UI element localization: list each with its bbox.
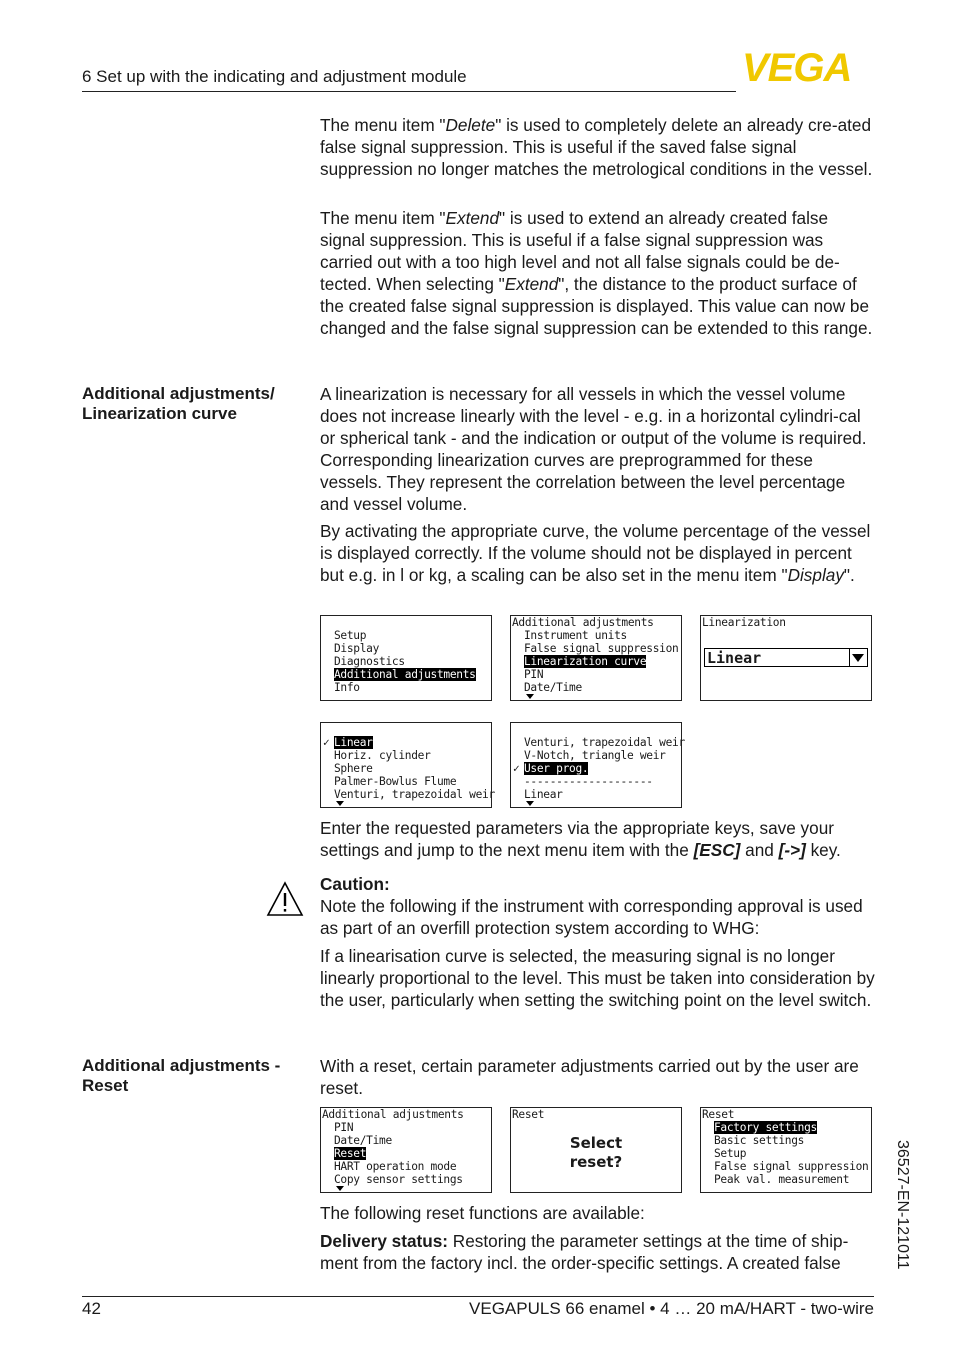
display-screen-additional-adjustments bbox=[510, 615, 682, 701]
paragraph-reset: With a reset, certain parameter adjustments carried out by the user are reset. bbox=[320, 1056, 859, 1098]
menu-item: Setup bbox=[334, 629, 367, 642]
checkmark-icon: ✓ bbox=[323, 736, 330, 749]
paragraph-activating: By activating the appropriate curve, the volume percentage of the vessel is displayed correctly. If the volume should not be displayed in percent but e.g. in l or kg, a scaling can be also set in the menu item "Display". bbox=[320, 521, 871, 585]
checkmark-icon: ✓ bbox=[513, 762, 520, 775]
display-screen-curve-list-2 bbox=[510, 722, 685, 808]
display-screen-linearization bbox=[700, 615, 872, 701]
page-number: 42 bbox=[82, 1299, 101, 1318]
menu-item: Sphere bbox=[334, 762, 373, 775]
paragraph-delivery-status: Delivery status: Restoring the parameter settings at the time of ship-ment from the factory incl. the order-specific settings. A created false bbox=[320, 1231, 849, 1273]
caution-text-2: If a linearisation curve is selected, the measuring signal is no longer linearly proportional to the level. This must be taken into consideration by the user, particularly when setting the switching point on the level switch. bbox=[320, 946, 875, 1010]
menu-item: Diagnostics bbox=[334, 655, 405, 668]
menu-item-selected: Linear bbox=[334, 736, 373, 749]
footer-divider bbox=[82, 1296, 874, 1297]
reset-heading: Additional adjustments - Reset bbox=[82, 1056, 281, 1095]
menu-item: Setup bbox=[714, 1147, 747, 1160]
menu-item: V-Notch, triangle weir bbox=[524, 749, 666, 762]
paragraph-reset-functions: The following reset functions are available: bbox=[320, 1203, 645, 1223]
dropdown-arrow-icon bbox=[849, 649, 867, 666]
select-value: Linear bbox=[707, 649, 762, 667]
menu-item: PIN bbox=[334, 1121, 354, 1134]
menu-separator: -------------------- bbox=[524, 775, 653, 788]
vega-logo bbox=[742, 50, 874, 84]
menu-item: Info bbox=[334, 681, 360, 694]
document-number: 36527-EN-121011 bbox=[894, 1140, 911, 1270]
linearization-select bbox=[704, 648, 868, 667]
menu-item: Linear bbox=[524, 788, 563, 801]
screen-title: Additional adjustments bbox=[512, 616, 654, 629]
menu-item-selected: User prog. bbox=[524, 762, 589, 775]
paragraph-delete: The menu item "Delete" is used to completely delete an already cre-ated false signal suppression. This is useful if the saved false signal suppression no longer matches the metrological conditions in the vessel. bbox=[320, 115, 873, 179]
screen-title: Linearization bbox=[702, 616, 786, 629]
menu-item: HART operation mode bbox=[334, 1160, 457, 1173]
menu-item: PIN bbox=[524, 668, 544, 681]
scroll-down-icon bbox=[526, 694, 534, 699]
scroll-down-icon bbox=[526, 801, 534, 806]
scroll-down-icon bbox=[336, 1186, 344, 1191]
scroll-down-icon bbox=[336, 801, 344, 806]
display-screen-reset-menu bbox=[320, 1107, 492, 1193]
menu-item: False signal suppression bbox=[524, 642, 679, 655]
display-screen-curve-list bbox=[320, 722, 495, 808]
paragraph-linearization: A linearization is necessary for all vessels in which the vessel volume does not increase linearly with the level - e.g. in a horizontal cylindri-cal or spherical tank - and the indication or output of the volume is required. Corresponding linearization curves are preprogrammed for these vessels. They represent the correlation between the level percentage and vessel volume. bbox=[320, 384, 867, 514]
select-prompt: Select bbox=[569, 1134, 623, 1152]
document-title: VEGAPULS 66 enamel • 4 … 20 mA/HART - two-wire bbox=[469, 1299, 874, 1318]
display-screen-select-reset bbox=[510, 1107, 682, 1193]
screen-title: Additional adjustments bbox=[322, 1108, 464, 1121]
menu-item: Horiz. cylinder bbox=[334, 749, 431, 762]
reset-prompt: reset? bbox=[569, 1153, 623, 1171]
linearization-heading: Additional adjustments/ Linearization curve bbox=[82, 384, 275, 423]
display-screen-main-menu bbox=[320, 615, 492, 701]
menu-item: Instrument units bbox=[524, 629, 627, 642]
paragraph-enter-parameters: Enter the requested parameters via the appropriate keys, save your settings and jump to the next menu item with the [ESC] and [->] key. bbox=[320, 818, 841, 860]
menu-item: Palmer-Bowlus Flume bbox=[334, 775, 457, 788]
warning-triangle-icon bbox=[266, 881, 304, 917]
menu-item-selected: Additional adjustments bbox=[334, 668, 476, 681]
menu-item: Venturi, trapezoidal weir bbox=[524, 736, 685, 749]
menu-item: Venturi, trapezoidal weir bbox=[334, 788, 495, 801]
caution-text-1: Note the following if the instrument with corresponding approval is used as part of an overfill protection system according to WHG: bbox=[320, 896, 863, 938]
menu-item: Copy sensor settings bbox=[334, 1173, 463, 1186]
screen-title: Reset bbox=[512, 1108, 545, 1121]
menu-item: Date/Time bbox=[334, 1134, 392, 1147]
section-title: 6 Set up with the indicating and adjustment module bbox=[82, 67, 467, 86]
caution-title: Caution: bbox=[320, 874, 390, 894]
menu-item-selected: Linearization curve bbox=[524, 655, 647, 668]
menu-item-selected: Reset bbox=[334, 1147, 367, 1160]
menu-item: Display bbox=[334, 642, 380, 655]
logo-text: VEGA bbox=[742, 50, 852, 84]
header-divider bbox=[82, 91, 736, 92]
menu-item: Peak val. measurement bbox=[714, 1173, 850, 1186]
menu-item-selected: Factory settings bbox=[714, 1121, 817, 1134]
display-screen-reset-options bbox=[700, 1107, 872, 1193]
paragraph-extend: The menu item "Extend" is used to extend an already created false signal suppression. This is useful if a false signal suppression was carried out with a too high level and not all false signals could be de-tected. When selecting "Extend", the distance to the product surface of the created false signal suppression is displayed. This value can now be changed and the false signal suppression can be extended to this range. bbox=[320, 208, 873, 338]
menu-item: False signal suppression bbox=[714, 1160, 869, 1173]
screen-title: Reset bbox=[702, 1108, 735, 1121]
menu-item: Basic settings bbox=[714, 1134, 805, 1147]
menu-item: Date/Time bbox=[524, 681, 582, 694]
